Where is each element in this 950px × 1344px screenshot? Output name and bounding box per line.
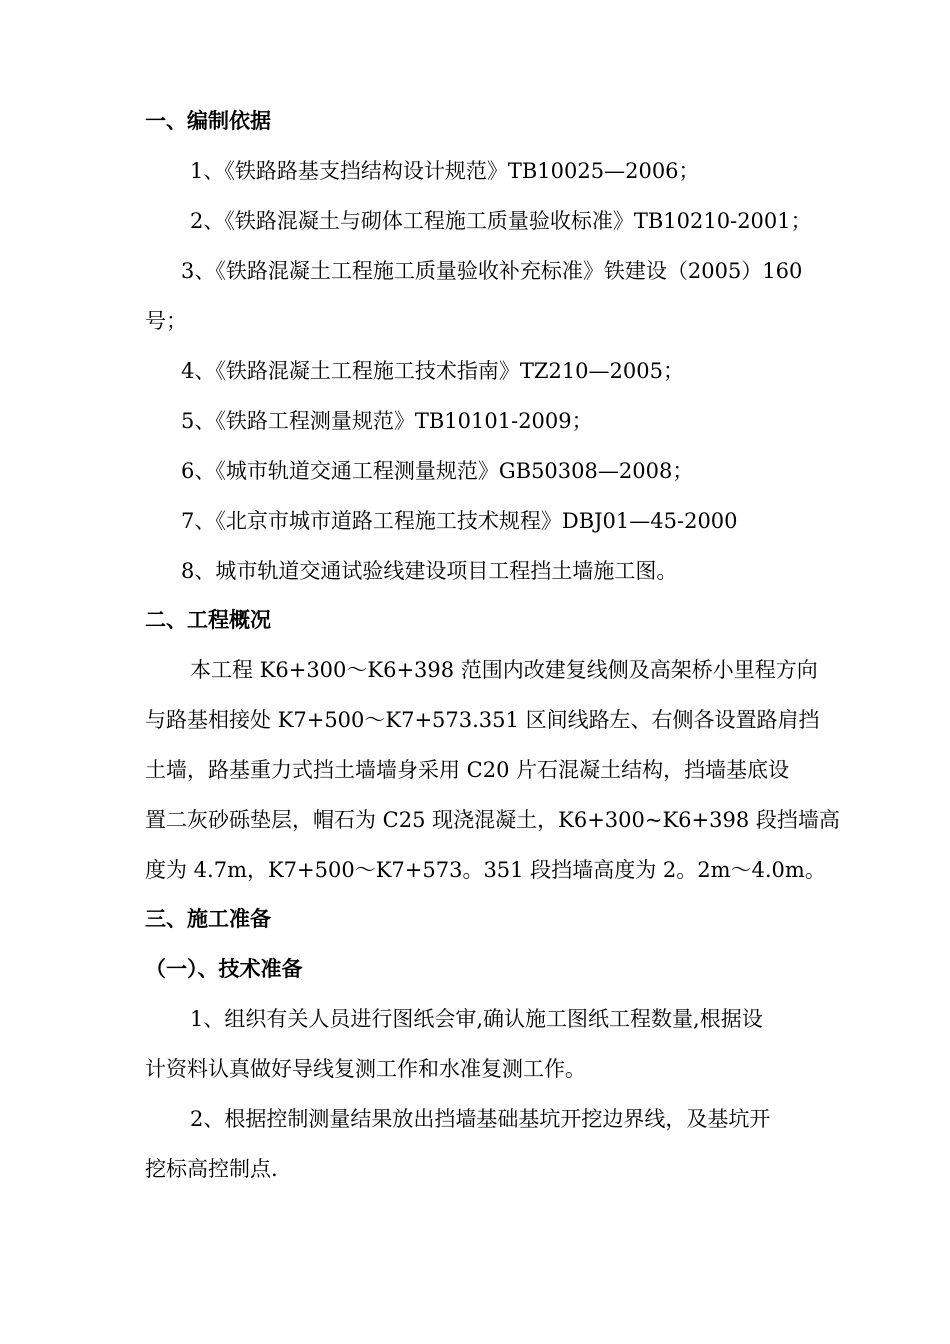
preparation-line-4: 挖标高控制点. (145, 1157, 278, 1181)
preparation-line-3: 2、根据控制测量结果放出挡墙基础基坑开挖边界线，及基坑开 (190, 1107, 771, 1131)
basis-item-1: 1、《铁路路基支挡结构设计规范》TB10025—2006； (190, 159, 700, 183)
subheading-technical-preparation: （一）、技术准备 (145, 957, 303, 981)
overview-line-3: 土墙，路基重力式挡土墙墙身采用 C20 片石混凝土结构，挡墙基底设 (145, 758, 790, 782)
overview-line-2: 与路基相接处 K7+500～K7+573.351 区间线路左、右侧各设置路肩挡 (145, 708, 820, 732)
basis-item-5: 5、《铁路工程测量规范》TB10101-2009； (181, 409, 593, 433)
preparation-line-2: 计资料认真做好导线复测工作和水准复测工作。 (145, 1057, 586, 1081)
basis-item-2: 2、《铁路混凝土与砌体工程施工质量验收标准》TB10210-2001； (190, 209, 812, 233)
section-heading-overview: 二、工程概况 (145, 608, 271, 632)
section-heading-preparation: 三、施工准备 (145, 907, 271, 931)
basis-item-8: 8、城市轨道交通试验线建设项目工程挡土墙施工图。 (181, 559, 678, 583)
basis-item-7: 7、《北京市城市道路工程施工技术规程》DBJ01—45-2000 (181, 509, 738, 533)
overview-line-1: 本工程 K6+300～K6+398 范围内改建复线侧及高架桥小里程方向 (190, 658, 818, 682)
preparation-line-1: 1、组织有关人员进行图纸会审,确认施工图纸工程数量,根据设 (190, 1007, 763, 1031)
overview-line-5: 度为 4.7m，K7+500～K7+573。351 段挡墙高度为 2。2m～4.0m。 (145, 858, 826, 882)
basis-item-3: 3、《铁路混凝土工程施工质量验收补充标准》铁建设（2005）160 (181, 259, 803, 283)
basis-item-6: 6、《城市轨道交通工程测量规范》GB50308—2008； (181, 459, 694, 483)
basis-item-4: 4、《铁路混凝土工程施工技术指南》TZ210—2005； (181, 359, 684, 383)
section-heading-basis: 一、编制依据 (145, 109, 271, 133)
basis-item-3-continuation: 号； (145, 309, 187, 333)
overview-line-4: 置二灰砂砾垫层，帽石为 C25 现浇混凝土，K6+300~K6+398 段挡墙高 (145, 808, 840, 832)
